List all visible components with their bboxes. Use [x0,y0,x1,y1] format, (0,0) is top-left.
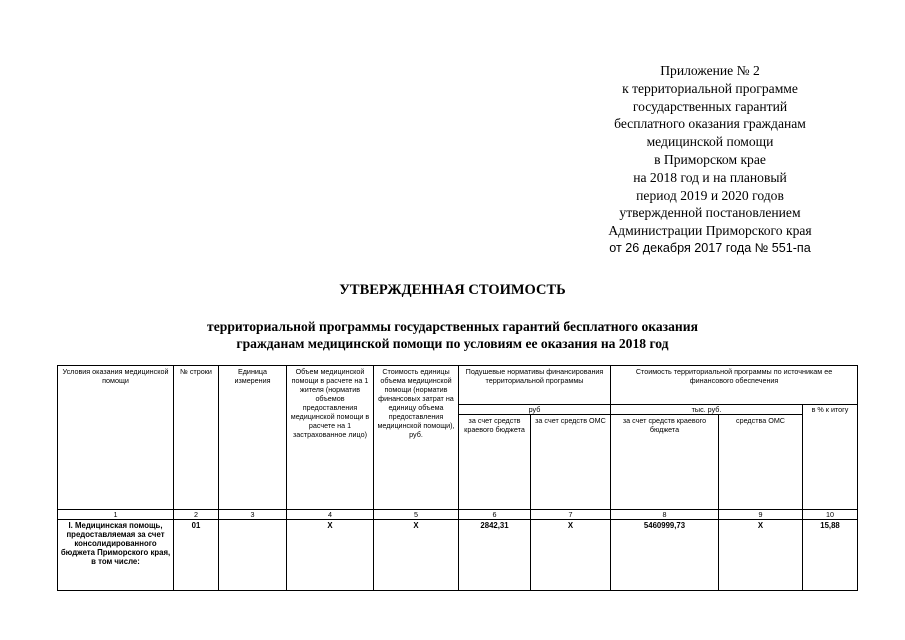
column-numbers-row [58,510,858,520]
subtitle-line: территориальной программы государственных гарантий бесплатного оказания [207,319,698,334]
cell-conditions: I. Медицинская помощь, предоставляемая за счет консолидированного бюджета Приморского края, в том числе: [58,520,174,591]
header-volume: Объем медицинской помощи в расчете на 1 жителя (норматив объемов предоставления медицинской помощи в расчете на 1 застрахованное лицо) [287,366,374,510]
appendix-line: медицинской помощи [646,134,774,150]
table-row [58,520,858,591]
appendix-line: в Приморском крае [654,151,766,167]
header-unit: Единица измерения [219,366,287,510]
header-percent: в % к итогу [803,405,858,510]
header-total-cost: Стоимость территориальной программы по источникам ее финансового обеспечения [611,366,858,405]
header-budget: за счет средств краевого бюджета [459,415,531,510]
header-unit-cost: Стоимость единицы объема медицинской помощи (норматив финансовых затрат на единицу объема предоставления медицинской помощи), руб. [374,366,459,510]
cell-unit [219,520,287,591]
cell-total-budget: 5460999,73 [611,520,719,591]
column-number: 5 [374,510,459,520]
column-number: 7 [531,510,611,520]
appendix-line: бесплатного оказания гражданам [614,116,806,132]
appendix-line: государственных гарантий [632,98,788,114]
cell-per-capita-budget: 2842,31 [459,520,531,591]
appendix-line: к территориальной программе [622,80,798,96]
appendix-line: утвержденной постановлением [619,205,801,221]
cell-row-number: 01 [174,520,219,591]
cell-volume: X [287,520,374,591]
appendix-line: Приложение № 2 [660,63,760,78]
appendix-line: Администрации Приморского края [608,223,812,239]
header-per-capita-unit: руб [459,405,611,415]
appendix-line: период 2019 и 2020 годов [636,187,784,203]
column-number: 6 [459,510,531,520]
appendix-line: на 2018 год и на плановый [633,169,787,185]
cell-percent: 15,88 [803,520,858,591]
cell-per-capita-oms: X [531,520,611,591]
appendix-block [540,62,880,258]
header-conditions: Условия оказания медицинской помощи [58,366,174,510]
column-number: 8 [611,510,719,520]
subtitle-line: гражданам медицинской помощи по условиям ее оказания на 2018 год [236,336,669,351]
column-number: 10 [803,510,858,520]
cell-total-oms: X [719,520,803,591]
appendix-decree: от 26 декабря 2017 года № 551-па [609,240,811,255]
cell-unit-cost: X [374,520,459,591]
header-total-budget: за счет средств краевого бюджета [611,415,719,510]
header-per-capita: Подушевые нормативы финансирования территориальной программы [459,366,611,405]
header-row-number: № строки [174,366,219,510]
document-title: УТВЕРЖДЕННАЯ СТОИМОСТЬ [339,282,566,298]
column-number: 2 [174,510,219,520]
header-oms: за счет средств ОМС [531,415,611,510]
column-number: 4 [287,510,374,520]
column-number: 1 [58,510,174,520]
cost-table [57,365,858,591]
column-number: 9 [719,510,803,520]
document-subtitle [0,318,905,352]
header-total-oms: средства ОМС [719,415,803,510]
column-number: 3 [219,510,287,520]
header-total-unit: тыс. руб. [611,405,803,415]
